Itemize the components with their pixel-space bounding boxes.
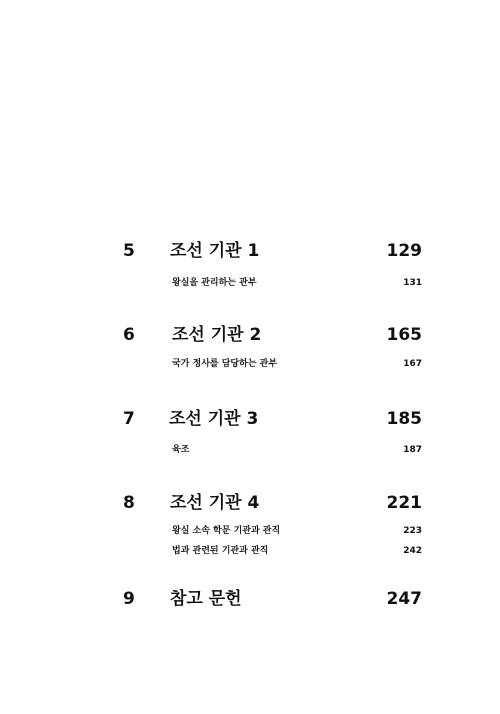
chapter-page-number: 247 <box>386 589 422 609</box>
chapter-number: 5 <box>123 241 135 261</box>
toc-section <box>0 276 500 290</box>
chapter-page-number: 129 <box>386 241 422 261</box>
toc-section <box>0 443 500 457</box>
chapter-title: 조선 기관 4 <box>170 493 260 513</box>
chapter-page-number: 221 <box>386 493 422 513</box>
section-title: 왕실을 관리하는 관부 <box>172 278 257 288</box>
section-title: 왕실 소속 학문 기관과 관직 <box>172 526 281 536</box>
chapter-title: 참고 문헌 <box>170 589 242 609</box>
toc-section <box>0 544 500 558</box>
section-title: 국가 정사를 담당하는 관부 <box>172 359 278 369</box>
toc-section <box>0 357 500 371</box>
toc-section <box>0 524 500 538</box>
chapter-number: 7 <box>123 409 135 429</box>
chapter-title: 조선 기관 3 <box>169 409 259 429</box>
chapter-number: 9 <box>123 589 135 609</box>
chapter-page-number: 165 <box>386 325 422 345</box>
chapter-number: 6 <box>123 325 135 345</box>
section-page-number: 131 <box>403 278 422 288</box>
section-page-number: 223 <box>403 526 422 536</box>
section-title: 법과 관련된 기관과 관직 <box>172 546 269 556</box>
section-page-number: 242 <box>403 546 422 556</box>
section-page-number: 167 <box>403 359 422 369</box>
chapter-page-number: 185 <box>386 409 422 429</box>
section-page-number: 187 <box>403 445 422 455</box>
chapter-number: 8 <box>123 493 135 513</box>
chapter-title: 조선 기관 1 <box>170 241 260 261</box>
section-title: 육조 <box>172 445 190 455</box>
chapter-title: 조선 기관 2 <box>172 325 262 345</box>
